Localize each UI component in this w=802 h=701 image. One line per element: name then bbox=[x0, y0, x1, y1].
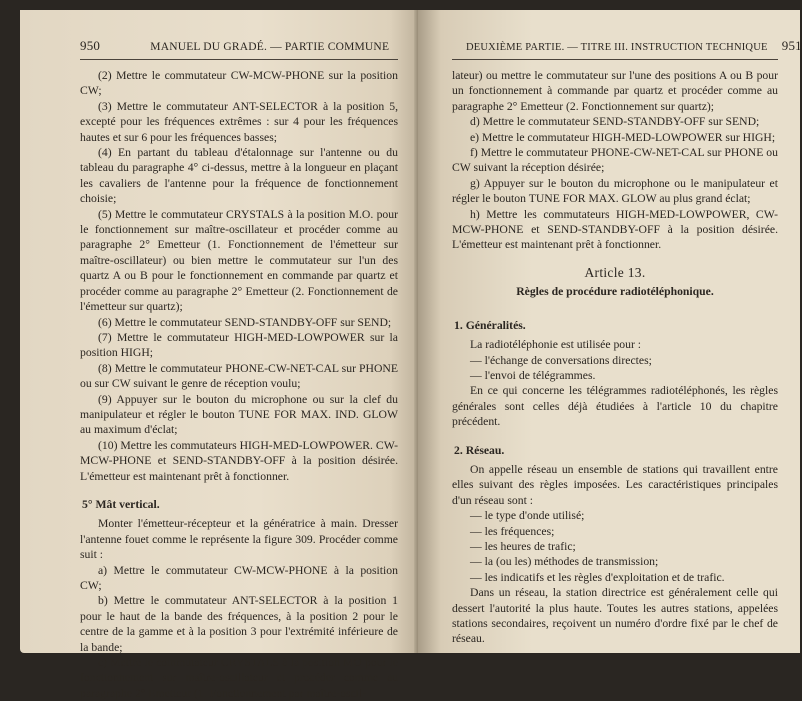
paragraph: (7) Mettre le commutateur HIGH-MED-LOWPOWER sur la position HIGH; bbox=[80, 330, 398, 360]
right-header-rule bbox=[452, 59, 778, 60]
list-item: g) Appuyer sur le bouton du microphone ou le manipulateur et régler le bouton TUNE FOR MAX. GLOW au plus grand éclat; bbox=[452, 176, 778, 206]
left-page-number: 950 bbox=[80, 38, 101, 53]
paragraph: (10) Mettre les commutateurs HIGH-MED-LOWPOWER. CW-MCW-PHONE et SEND-STANDBY-OFF à la position désirée. L'émetteur est maintenant prêt à fonctionner. bbox=[80, 438, 398, 483]
paragraph: (5) Mettre le commutateur CRYSTALS à la position M.O. pour le fonctionnement sur maître-oscillateur et procéder comme au paragraphe 2° Emetteur (1. Fonctionnement de l'émetteur sur maître-oscillateur) ou bien mettre le commutateur sur l'un des quartz A ou B pour le fonctionnement en commande par quartz et procéder comme au paragraphe 2° Emetteur (2. Fonctionnement de l'émetteur sur quartz); bbox=[80, 207, 398, 314]
left-text-column bbox=[80, 68, 398, 701]
right-page bbox=[418, 10, 800, 653]
list-item: b) Mettre le commutateur ANT-SELECTOR à la position 1 pour le haut de la bande des fréquences, à la position 2 pour le centre de la gamme et à la position 3 pour l'extrémité inférieure de la bande; bbox=[80, 594, 398, 654]
right-running-head: DEUXIÈME PARTIE. — TITRE III. INSTRUCTION TECHNIQUE bbox=[466, 42, 768, 53]
paragraph: (4) En partant du tableau d'étalonnage sur l'antenne ou du tableau du paragraphe 4° ci-dessus, mettre à la longueur en plaçant les cavaliers de l'antenne pour la fréquence de fonctionnement choisie; bbox=[80, 146, 398, 206]
list-item: d) Mettre le commutateur SEND-STANDBY-OFF sur SEND; bbox=[470, 115, 760, 129]
right-page-number: 951 bbox=[781, 38, 802, 53]
paragraph: (3) Mettre le commutateur ANT-SELECTOR à la position 5, excepté pour les fréquences extrêmes : sur 4 pour les fréquences hautes et sur 6 pour les fréquences basses; bbox=[80, 99, 398, 144]
paragraph: (6) Mettre le commutateur SEND-STANDBY-OFF sur SEND; bbox=[98, 315, 392, 329]
section-heading: 5° Mât vertical. bbox=[82, 497, 160, 511]
list-item: — l'échange de conversations directes; bbox=[470, 353, 652, 367]
section-intro: On appelle réseau un ensemble de stations qui travaillent entre elles suivant des règles imposées. Les caractéristiques principales d'un réseau sont : bbox=[452, 462, 778, 507]
list-item: — les heures de trafic; bbox=[470, 539, 576, 553]
section-intro: Monter l'émetteur-récepteur et la génératrice à main. Dresser l'antenne fouet comme le représente la figure 309. Procéder comme suit : bbox=[80, 517, 398, 562]
list-item: — l'envoi de télégrammes. bbox=[470, 368, 596, 382]
list-item: h) Mettre les commutateurs HIGH-MED-LOWPOWER, CW-MCW-PHONE et SEND-STANDBY-OFF à la position désirée. L'émetteur est maintenant prêt à fonctionner. bbox=[452, 207, 778, 252]
continuation-text: lateur) ou mettre le commutateur sur l'une des positions A ou B pour un fonctionnement à commande par quartz et procéder comme au paragraphe 2° Emetteur (2. Fonctionnement sur quartz); bbox=[452, 69, 778, 113]
list-item: — les fréquences; bbox=[470, 524, 555, 538]
paragraph: (8) Mettre le commutateur PHONE-CW-NET-CAL sur PHONE ou sur CW suivant le genre de réception voulu; bbox=[80, 361, 398, 391]
list-item: a) Mettre le commutateur CW-MCW-PHONE à la position CW; bbox=[80, 563, 398, 592]
list-item: — les indicatifs et les règles d'exploitation et de trafic. bbox=[470, 570, 725, 584]
section-intro: La radiotéléphonie est utilisée pour : bbox=[470, 338, 642, 352]
list-item: — le type d'onde utilisé; bbox=[470, 509, 585, 523]
list-item: e) Mettre le commutateur HIGH-MED-LOWPOWER sur HIGH; bbox=[470, 130, 776, 144]
section-heading: 2. Réseau. bbox=[454, 443, 505, 457]
list-item: f) Mettre le commutateur PHONE-CW-NET-CAL sur PHONE ou CW suivant la réception désirée; bbox=[452, 146, 778, 175]
paragraph: En ce qui concerne les télégrammes radiotéléphonés, les règles générales sont celles déjà étudiées à l'article 10 du chapitre précédent. bbox=[452, 384, 778, 429]
left-page-header bbox=[80, 38, 389, 54]
right-page-header bbox=[466, 38, 802, 54]
article-title: Article 13. bbox=[584, 264, 646, 280]
list-item: c) Mettre le commutateur CRYSTALS à la position MO pour le fonctionnement sur maître-oscillateur et procéder comme au paragraphe 2° Emetteur (1. Fonctionnement par maître-oscil- bbox=[80, 656, 398, 700]
left-running-head: MANUEL DU GRADÉ. — PARTIE COMMUNE bbox=[150, 41, 390, 53]
paragraph: (2) Mettre le commutateur CW-MCW-PHONE sur la position CW; bbox=[80, 69, 398, 98]
paragraph: (9) Appuyer sur le bouton du microphone ou sur la clef du manipulateur et régler le bouton TUNE FOR MAX. IND. GLOW au maximum d'éclat; bbox=[80, 392, 398, 437]
list-item: — la (ou les) méthodes de transmission; bbox=[470, 555, 659, 569]
paragraph: Dans un réseau, la station directrice est généralement celle qui dessert l'autorité la plus haute. Toutes les autres stations, appelées stations secondaires, reçoivent un numéro d'ordre fixé par le chef de réseau. bbox=[452, 586, 778, 646]
left-header-rule bbox=[80, 59, 398, 60]
section-heading: 1. Généralités. bbox=[454, 318, 526, 332]
article-subtitle: Règles de procédure radiotéléphonique. bbox=[516, 285, 714, 299]
left-page bbox=[20, 10, 418, 700]
right-text-column bbox=[452, 68, 778, 647]
